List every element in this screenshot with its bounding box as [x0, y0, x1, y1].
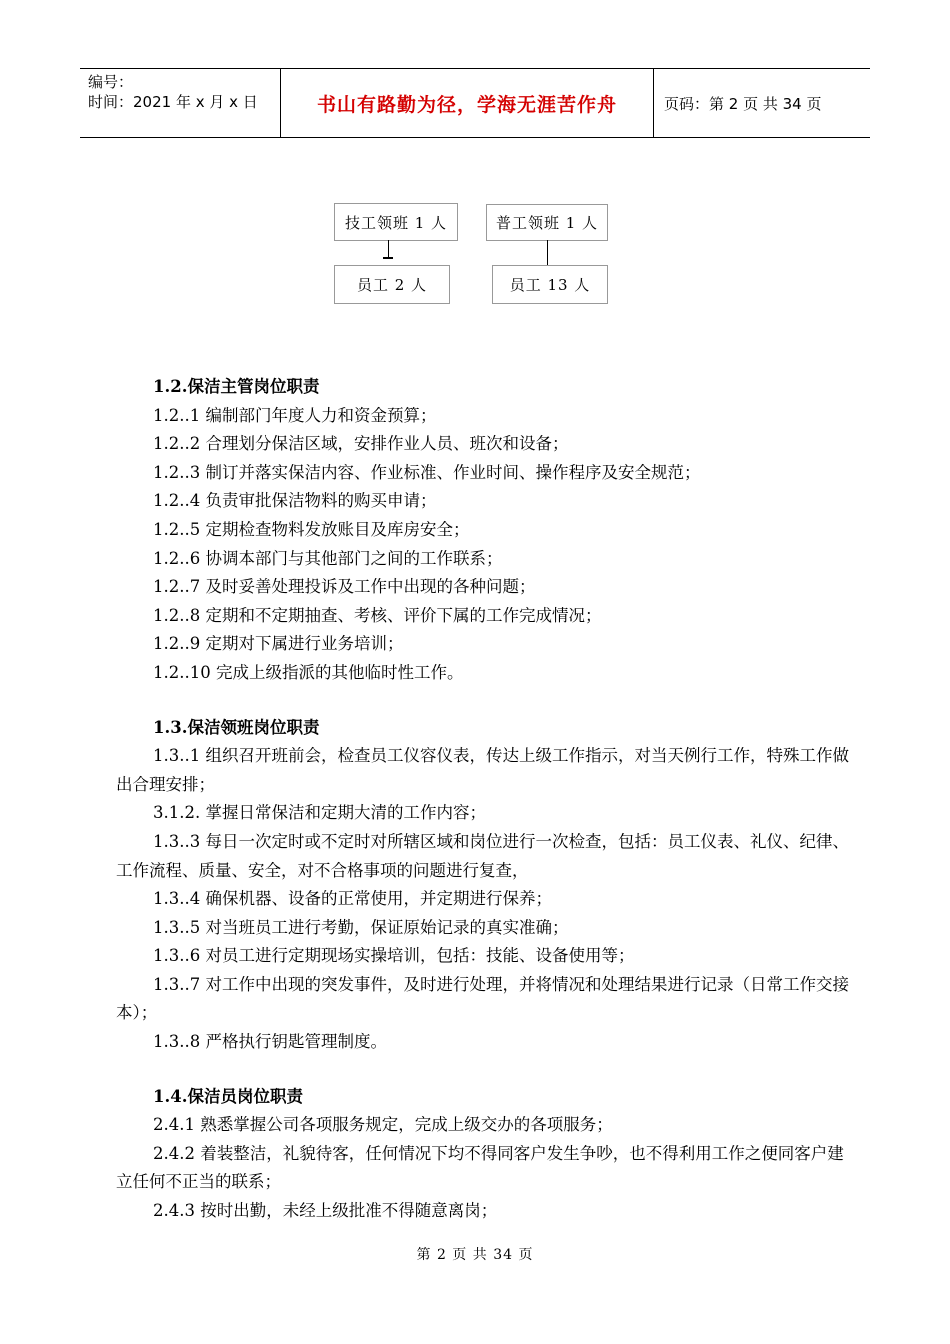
- list-item: 1.2..10 完成上级指派的其他临时性工作。: [153, 662, 464, 682]
- list-item: 1.2..2 合理划分保洁区域，安排作业人员、班次和设备；: [153, 434, 569, 454]
- list-item: 1.2..8 定期和不定期抽查、考核、评价下属的工作完成情况；: [153, 605, 602, 625]
- section-title: 1.4.保洁员岗位职责: [153, 1086, 303, 1106]
- section-title: 1.3.保洁领班岗位职责: [153, 717, 320, 737]
- list-item: 1.3..7 对工作中出现的突发事件，及时进行处理，并将情况和处理结果进行记录（日常工作交接本）；: [116, 974, 849, 1023]
- section-title: 1.2.保洁主管岗位职责: [153, 377, 320, 396]
- org-connector-tick: [383, 257, 393, 259]
- section: [116, 373, 852, 688]
- list-item: 1.2..1 编制部门年度人力和资金预算；: [153, 405, 437, 425]
- list-item: 1.3..3 每日一次定时或不定时对所辖区域和岗位进行一次检查，包括：员工仪表、礼仪、纪律、工作流程、质量、安全，对不合格事项的问题进行复查，: [116, 831, 849, 880]
- section: [116, 1083, 852, 1226]
- list-item: 1.2..3 制订并落实保洁内容、作业标准、作业时间、操作程序及安全规范；: [153, 462, 701, 482]
- section-gap: [116, 1057, 852, 1083]
- section-gap: [116, 688, 852, 714]
- list-item: 1.2..4 负责审批保洁物料的购买申请；: [153, 491, 437, 511]
- document-body: [116, 373, 852, 1226]
- list-item: 1.3..5 对当班员工进行考勤，保证原始记录的真实准确；: [153, 917, 569, 937]
- page-header: [80, 68, 870, 138]
- list-item: 2.4.2 着装整洁，礼貌待客，任何情况下均不得同客户发生争吵，也不得利用工作之便同客户建立任何不正当的联系；: [116, 1143, 844, 1192]
- page-info: 页码：第 2 页 共 34 页: [664, 94, 822, 113]
- section: [116, 714, 852, 1057]
- org-connector-1: [388, 240, 389, 258]
- list-item: 1.3..4 确保机器、设备的正常使用，并定期进行保养；: [153, 889, 552, 909]
- list-item: 2.4.1 熟悉掌握公司各项服务规定，完成上级交办的各项服务；: [153, 1115, 613, 1135]
- motto: 书山有路勤为径，学海无涯苦作舟: [280, 69, 654, 137]
- time-label: 时间：2021 年 x 月 x 日: [88, 93, 258, 111]
- org-box-staff-13: 员工 13 人: [492, 265, 608, 304]
- page-footer: 第 2 页 共 34 页: [416, 1247, 534, 1263]
- list-item: 1.3..6 对员工进行定期现场实操培训，包括：技能、设备使用等；: [153, 946, 635, 966]
- org-connector-2: [547, 240, 548, 265]
- header-meta: [80, 69, 280, 137]
- list-item: 1.3..8 严格执行钥匙管理制度。: [153, 1032, 387, 1052]
- list-item: 1.2..9 定期对下属进行业务培训；: [153, 634, 404, 654]
- list-item: 3.1.2. 掌握日常保洁和定期大清的工作内容；: [153, 803, 486, 823]
- list-item: 2.4.3 按时出勤，未经上级批准不得随意离岗；: [153, 1201, 498, 1221]
- list-item: 1.2..5 定期检查物料发放账目及库房安全；: [153, 519, 470, 539]
- org-box-staff-2: 员工 2 人: [334, 265, 450, 304]
- list-item: 1.2..6 协调本部门与其他部门之间的工作联系；: [153, 548, 503, 568]
- org-box-general-leader: 普工领班 1 人: [486, 204, 608, 241]
- list-item: 1.3..1 组织召开班前会，检查员工仪容仪表，传达上级工作指示，对当天例行工作，特殊工作做出合理安排；: [116, 746, 849, 794]
- org-box-tech-leader: 技工领班 1 人: [334, 203, 458, 241]
- list-item: 1.2..7 及时妥善处理投诉及工作中出现的各种问题；: [153, 577, 536, 597]
- number-label: 编号：: [88, 73, 134, 91]
